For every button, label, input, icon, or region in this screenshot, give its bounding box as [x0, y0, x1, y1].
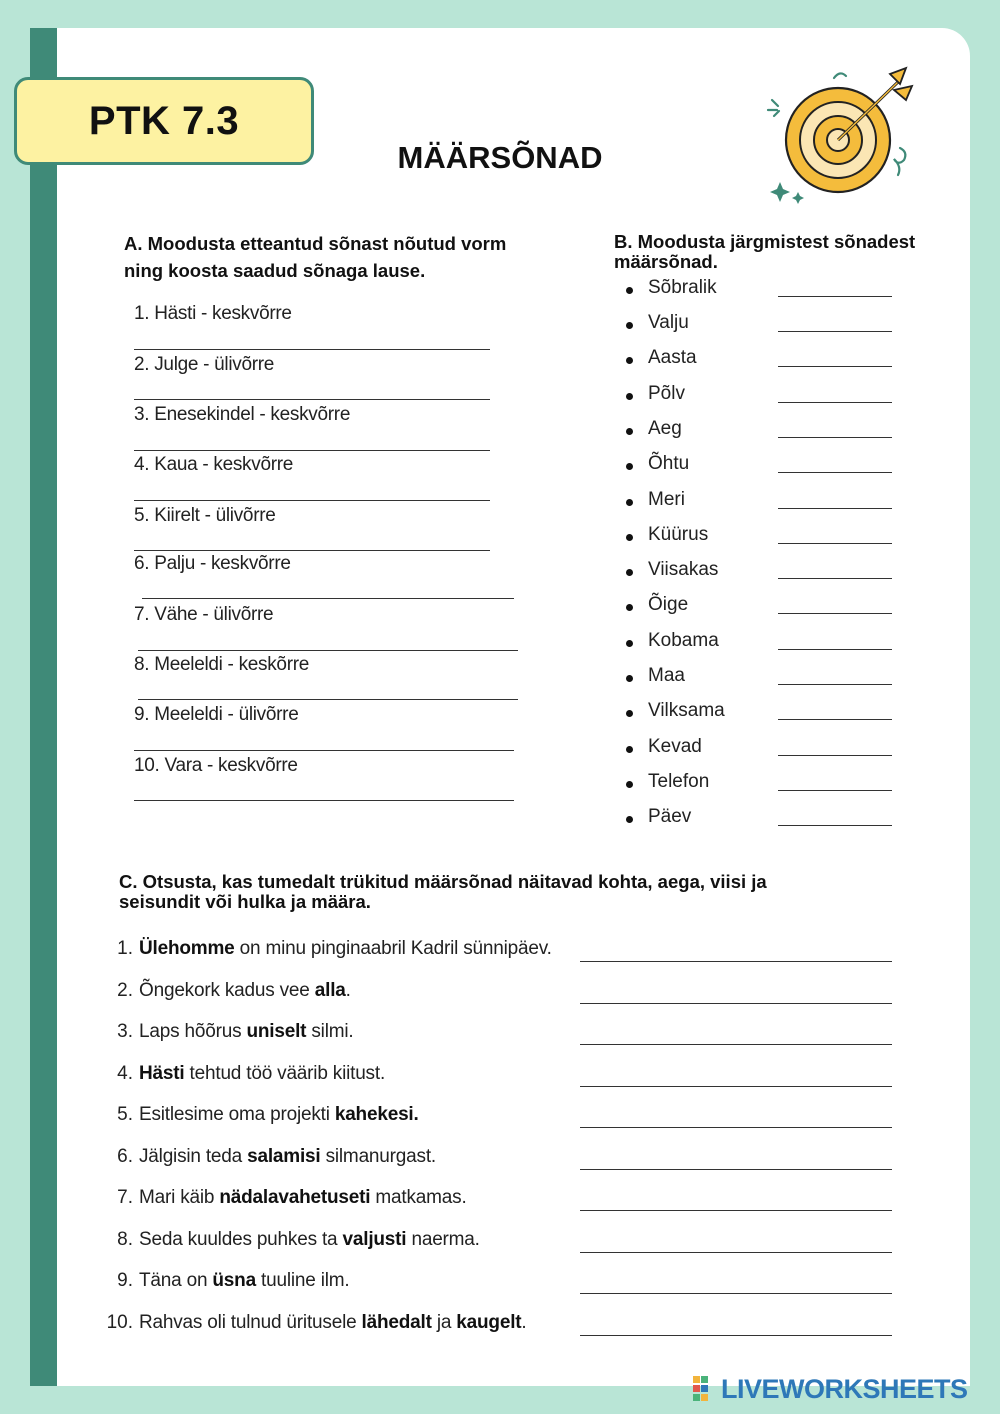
sentence-text: Mari käib — [139, 1187, 220, 1208]
answer-line[interactable] — [778, 755, 892, 756]
answer-line[interactable] — [778, 508, 892, 509]
item-number: 7. — [117, 1187, 133, 1208]
bullet-icon — [626, 534, 633, 541]
section-a-item: 3. Enesekindel - keskvõrre — [134, 404, 351, 425]
section-a-item: 4. Kaua - keskvõrre — [134, 454, 294, 475]
sentence-text: naerma. — [406, 1229, 480, 1250]
liveworksheets-logo[interactable] — [693, 1374, 968, 1404]
answer-line[interactable] — [580, 1293, 892, 1294]
section-a-item: 7. Vähe - ülivõrre — [134, 604, 274, 625]
sentence — [139, 1021, 353, 1043]
section-b-word: Aeg — [648, 418, 682, 439]
item-number: 1. — [117, 938, 133, 959]
sentence-text: Õngekork kadus vee — [139, 980, 315, 1001]
sentence-text: matkamas. — [370, 1187, 467, 1208]
sentence — [139, 980, 351, 1002]
sentence-text: Laps hõõrus — [139, 1021, 247, 1042]
bullet-icon — [626, 322, 633, 329]
answer-line[interactable] — [134, 750, 514, 751]
section-a-item: 1. Hästi - keskvõrre — [134, 303, 292, 324]
answer-line[interactable] — [778, 719, 892, 720]
sentence — [139, 938, 552, 960]
answer-line[interactable] — [778, 437, 892, 438]
section-b-item — [626, 312, 906, 340]
section-b-word: Viisakas — [648, 559, 719, 580]
answer-line[interactable] — [778, 684, 892, 685]
item-number: 2. — [117, 980, 133, 1001]
answer-line[interactable] — [134, 500, 490, 501]
section-b-item — [626, 418, 906, 446]
sentence-text: silmanurgast. — [320, 1146, 436, 1167]
bullet-icon — [626, 499, 633, 506]
sentence — [139, 1187, 467, 1209]
item-number: 9. — [117, 1270, 133, 1291]
answer-line[interactable] — [778, 578, 892, 579]
sentence-text: on minu pinginaabril Kadril sünnipäev. — [234, 938, 552, 959]
section-b-word: Telefon — [648, 771, 710, 792]
highlighted-word: üsna — [212, 1270, 256, 1291]
sentence — [139, 1146, 436, 1168]
section-c-item — [100, 1063, 900, 1093]
answer-line[interactable] — [580, 1044, 892, 1045]
bullet-icon — [626, 463, 633, 470]
sentence-text: Esitlesime oma projekti — [139, 1104, 335, 1125]
section-b-word: Valju — [648, 312, 689, 333]
section-b-item — [626, 665, 906, 693]
section-a-item: 9. Meeleldi - ülivõrre — [134, 704, 299, 725]
answer-line[interactable] — [134, 550, 490, 551]
section-a-item: 6. Palju - keskvõrre — [134, 553, 291, 574]
item-number: 4. — [117, 1063, 133, 1084]
section-b-word: Maa — [648, 665, 685, 686]
bullet-icon — [626, 710, 633, 717]
bullet-icon — [626, 357, 633, 364]
answer-line[interactable] — [142, 598, 514, 599]
answer-line[interactable] — [134, 800, 514, 801]
highlighted-word: uniselt — [246, 1021, 307, 1042]
highlighted-word: kaugelt — [456, 1312, 522, 1333]
bullet-icon — [626, 287, 633, 294]
section-a-item: 10. Vara - keskvõrre — [134, 755, 298, 776]
section-b-word: Meri — [648, 489, 685, 510]
section-b-word: Kobama — [648, 630, 719, 651]
brand-name: LIVEWORKSHEETS — [721, 1373, 968, 1404]
section-c-item — [100, 1229, 900, 1259]
answer-line[interactable] — [134, 349, 490, 350]
target-arrow-icon — [758, 62, 920, 212]
answer-line[interactable] — [580, 1169, 892, 1170]
sentence-text: tehtud töö väärib kiitust. — [184, 1063, 386, 1084]
item-number: 5. — [117, 1104, 133, 1125]
section-b-item — [626, 736, 906, 764]
answer-line[interactable] — [580, 1086, 892, 1087]
section-c-item — [100, 1187, 900, 1217]
section-b-item — [626, 806, 906, 834]
item-number: 3. — [117, 1021, 133, 1042]
section-b-word: Õhtu — [648, 453, 690, 474]
bullet-icon — [626, 675, 633, 682]
bullet-icon — [626, 393, 633, 400]
bullet-icon — [626, 569, 633, 576]
highlighted-word: salamisi — [247, 1146, 321, 1167]
section-c-item — [100, 1146, 900, 1176]
sentence-text: Seda kuuldes puhkes ta — [139, 1229, 343, 1250]
answer-line[interactable] — [778, 790, 892, 791]
highlighted-word: valjusti — [342, 1229, 407, 1250]
answer-line[interactable] — [778, 331, 892, 332]
side-stripe — [30, 28, 57, 1386]
section-b-item — [626, 524, 906, 552]
answer-line[interactable] — [778, 543, 892, 544]
section-b-word: Aasta — [648, 347, 697, 368]
highlighted-word: kahekesi. — [334, 1104, 419, 1125]
highlighted-word: Hästi — [139, 1063, 185, 1084]
section-b-word: Põlv — [648, 383, 685, 404]
sentence-text: Rahvas oli tulnud üritusele — [139, 1312, 362, 1333]
chapter-badge-label: PTK 7.3 — [88, 98, 240, 143]
bullet-icon — [626, 428, 633, 435]
section-c-heading: C. Otsusta, kas tumedalt trükitud määrsõnad näitavad kohta, aega, viisi ja seisundit või hulka ja määra. — [119, 871, 767, 912]
answer-line[interactable] — [580, 1210, 892, 1211]
answer-line[interactable] — [580, 961, 892, 962]
sentence — [139, 1063, 385, 1085]
section-c-item — [100, 1104, 900, 1134]
sentence-text: tuuline ilm. — [255, 1270, 350, 1291]
item-number: 6. — [117, 1146, 133, 1167]
section-b-item — [626, 453, 906, 481]
answer-line[interactable] — [778, 402, 892, 403]
answer-line[interactable] — [580, 1127, 892, 1128]
bullet-icon — [626, 640, 633, 647]
section-b-item — [626, 277, 906, 305]
sentence — [139, 1270, 349, 1292]
section-a-heading: A. Moodusta etteantud sõnast nõutud vorm ning koosta saadud sõnaga lause. — [124, 233, 507, 281]
section-c-item — [100, 1270, 900, 1300]
section-b-item — [626, 771, 906, 799]
sentence-text: Jälgisin teda — [139, 1146, 248, 1167]
bullet-icon — [626, 816, 633, 823]
page-title: MÄÄRSÕNAD — [397, 140, 603, 175]
answer-line[interactable] — [778, 296, 892, 297]
answer-line[interactable] — [778, 366, 892, 367]
sentence-text: silmi. — [306, 1021, 354, 1042]
answer-line[interactable] — [580, 1252, 892, 1253]
answer-line[interactable] — [138, 650, 518, 651]
answer-line[interactable] — [138, 699, 518, 700]
section-c-item — [100, 1021, 900, 1051]
sentence-text: Täna on — [139, 1270, 213, 1291]
section-b-item — [626, 559, 906, 587]
highlighted-word: lähedalt — [361, 1312, 432, 1333]
answer-line[interactable] — [134, 399, 490, 400]
item-number: 8. — [117, 1229, 133, 1250]
bullet-icon — [626, 604, 633, 611]
answer-line[interactable] — [778, 613, 892, 614]
answer-line[interactable] — [778, 825, 892, 826]
sentence-text: . — [521, 1312, 527, 1333]
section-b-item — [626, 594, 906, 622]
section-a-item: 8. Meeleldi - keskõrre — [134, 654, 310, 675]
item-number: 10. — [106, 1312, 133, 1333]
section-c-item — [100, 1312, 900, 1342]
sentence-text: ja — [431, 1312, 457, 1333]
sentence — [139, 1312, 527, 1334]
answer-line[interactable] — [580, 1335, 892, 1336]
section-b-word: Õige — [648, 594, 689, 615]
sentence — [139, 1229, 480, 1251]
section-b-heading: B. Moodusta järgmistest sõnadest määrsõnad. — [614, 231, 916, 272]
highlighted-word: Ülehomme — [139, 938, 235, 959]
section-b-word: Päev — [648, 806, 692, 827]
section-b-word: Vilksama — [648, 700, 725, 721]
section-c-item — [100, 980, 900, 1010]
bullet-icon — [626, 746, 633, 753]
section-b-item — [626, 489, 906, 517]
answer-line[interactable] — [778, 649, 892, 650]
sentence — [139, 1104, 419, 1126]
highlighted-word: alla — [314, 980, 346, 1001]
highlighted-word: nädalavahetuseti — [219, 1187, 371, 1208]
chapter-badge — [14, 77, 314, 165]
sentence-text: . — [345, 980, 351, 1001]
section-b-item — [626, 347, 906, 375]
section-b-item — [626, 700, 906, 728]
section-b-word: Küürus — [648, 524, 709, 545]
answer-line[interactable] — [580, 1003, 892, 1004]
answer-line[interactable] — [778, 472, 892, 473]
section-c-item — [100, 938, 900, 968]
section-b-word: Kevad — [648, 736, 702, 757]
brand-blocks-icon — [693, 1376, 717, 1402]
section-b-item — [626, 383, 906, 411]
section-a-item: 5. Kiirelt - ülivõrre — [134, 505, 276, 526]
section-b-item — [626, 630, 906, 658]
answer-line[interactable] — [134, 450, 490, 451]
section-a-item: 2. Julge - ülivõrre — [134, 354, 275, 375]
section-b-word: Sõbralik — [648, 277, 717, 298]
bullet-icon — [626, 781, 633, 788]
